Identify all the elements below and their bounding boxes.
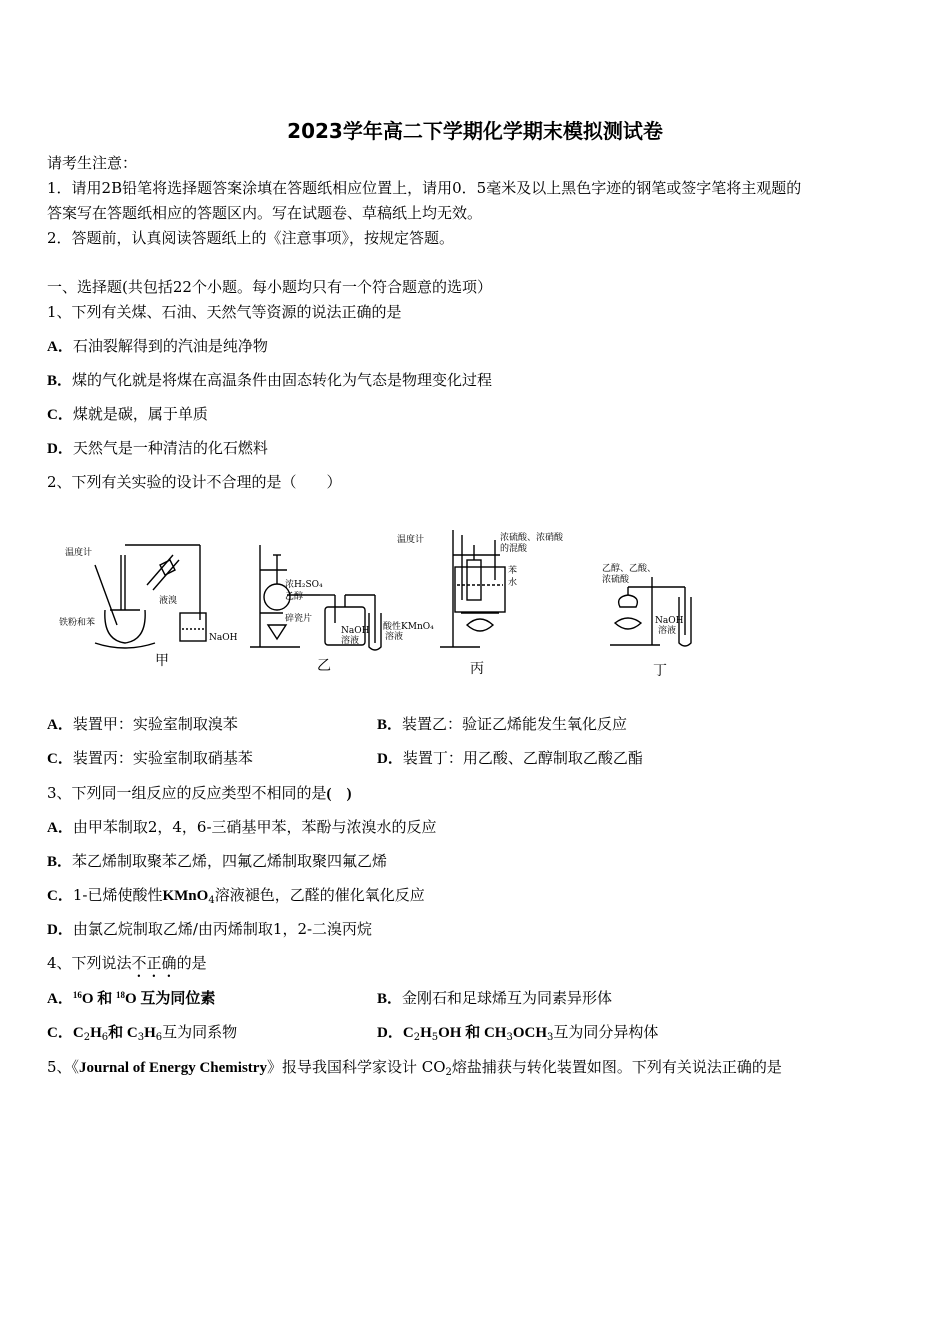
q1-stem: 1、下列有关煤、石油、天然气等资源的说法正确的是 <box>47 303 402 321</box>
notice-heading: 请考生注意： <box>47 154 138 172</box>
bing-thermometer-label: 温度计 <box>397 535 425 545</box>
q3-option-c: C．1-已烯使酸性KMnO$_4$溶液褪色，乙醛的催化氧化反应 <box>47 886 425 906</box>
q5-stem: 5、《Journal of Energy Chemistry》报导我国科学家设计 $CO_2$熔盐捕获与转化装置如图。下列有关说法正确的是 <box>47 1058 782 1078</box>
bing-water-label: 水 <box>508 578 518 588</box>
q1-option-a: A．石油裂解得到的汽油是纯净物 <box>47 337 268 355</box>
yi-chips-label: 碎瓷片 <box>285 614 313 624</box>
notice-item2: 2．答题前，认真阅读答题纸上的《注意事项》，按规定答题。 <box>47 229 455 247</box>
yi-reagent2-label: 乙醇 <box>285 592 304 602</box>
yi-naoh1-label: NaOH <box>341 626 370 636</box>
q2-option-a: A．装置甲：实验室制取溴苯 <box>47 715 238 733</box>
q4-option-a: A．$^{16}$O 和 $^{18}$O 互为同位素 <box>47 990 216 1007</box>
q3-stem: 3、下列同一组反应的反应类型不相同的是( ) <box>47 784 352 802</box>
ding-naoh2-label: 溶液 <box>658 626 677 636</box>
q2-option-d: D．装置丁：用乙酸、乙醇制取乙酸乙酯 <box>377 749 643 767</box>
q1-option-c: C．煤就是碳，属于单质 <box>47 405 208 423</box>
jia-iron-benzene-label: 铁粉和苯 <box>59 618 96 628</box>
jia-naoh-label: NaOH <box>209 633 238 643</box>
jia-thermometer-label: 温度计 <box>65 548 93 558</box>
ding-caption: 丁 <box>653 663 667 679</box>
section-heading: 一、选择题(共包括22个小题。每小题均只有一个符合题意的选项） <box>47 278 492 296</box>
q3-option-d: D．由氯乙烷制取乙烯/由丙烯制取1，2-二溴丙烷 <box>47 920 373 938</box>
notice-item1-line2: 答案写在答题纸相应的答题区内。写在试题卷、草稿纸上均无效。 <box>47 204 483 222</box>
bing-caption: 丙 <box>470 661 484 677</box>
bing-acid1-label: 浓硫酸、浓硝酸 <box>500 533 564 543</box>
apparatus-ding <box>610 577 691 646</box>
bing-acid2-label: 的混酸 <box>500 544 528 554</box>
q1-option-d: D．天然气是一种清洁的化石燃料 <box>47 439 268 457</box>
apparatus-figure <box>55 525 705 680</box>
q4-stem: 4、下列说法不正确的是 <box>47 954 207 972</box>
q2-stem: 2、下列有关实验的设计不合理的是（ ） <box>47 473 342 491</box>
notice-item1-line1: 1．请用2B铅笔将选择题答案涂填在答题纸相应位置上，请用0．5毫米及以上黑色字迹的钢笔或签字笔将主观题的 <box>47 179 802 197</box>
page-title: 2023学年高二下学期化学期末模拟测试卷 <box>287 119 663 143</box>
q4-option-b: B．金刚石和足球烯互为同素异形体 <box>377 989 613 1007</box>
ding-reagent1-label: 乙醇、乙酸、 <box>602 564 657 574</box>
apparatus-jia <box>95 545 206 648</box>
jia-caption: 甲 <box>155 653 169 669</box>
yi-caption: 乙 <box>317 658 331 674</box>
ding-reagent2-label: 浓硫酸 <box>602 575 630 585</box>
apparatus-bing <box>440 530 505 647</box>
q1-option-b: B．煤的气化就是将煤在高温条件由固态转化为气态是物理变化过程 <box>47 371 493 389</box>
q2-option-c: C．装置丙：实验室制取硝基苯 <box>47 749 253 767</box>
yi-kmno2-label: 溶液 <box>385 632 404 642</box>
q4-option-d: D．$C_2H_5OH$ 和 $CH_3OCH_3$互为同分异构体 <box>377 1023 659 1043</box>
bing-benzene-label: 苯 <box>508 566 518 576</box>
yi-reagent1-label: 浓H₂SO₄ <box>285 580 323 590</box>
yi-naoh2-label: 溶液 <box>341 636 360 646</box>
q3-option-a: A．由甲苯制取2，4，6-三硝基甲苯，苯酚与浓溴水的反应 <box>47 818 437 836</box>
emphasis-not-correct: 不正确 <box>131 954 177 972</box>
q4-option-c: C．$C_2H_6$和 $C_3H_6$互为同系物 <box>47 1023 238 1043</box>
q2-option-b: B．装置乙：验证乙烯能发生氧化反应 <box>377 715 628 733</box>
yi-kmno1-label: 酸性KMnO₄ <box>383 622 434 632</box>
jia-bromine-label: 液溴 <box>159 596 178 606</box>
q3-option-b: B．苯乙烯制取聚苯乙烯，四氟乙烯制取聚四氟乙烯 <box>47 852 388 870</box>
ding-naoh1-label: NaOH <box>655 616 684 626</box>
